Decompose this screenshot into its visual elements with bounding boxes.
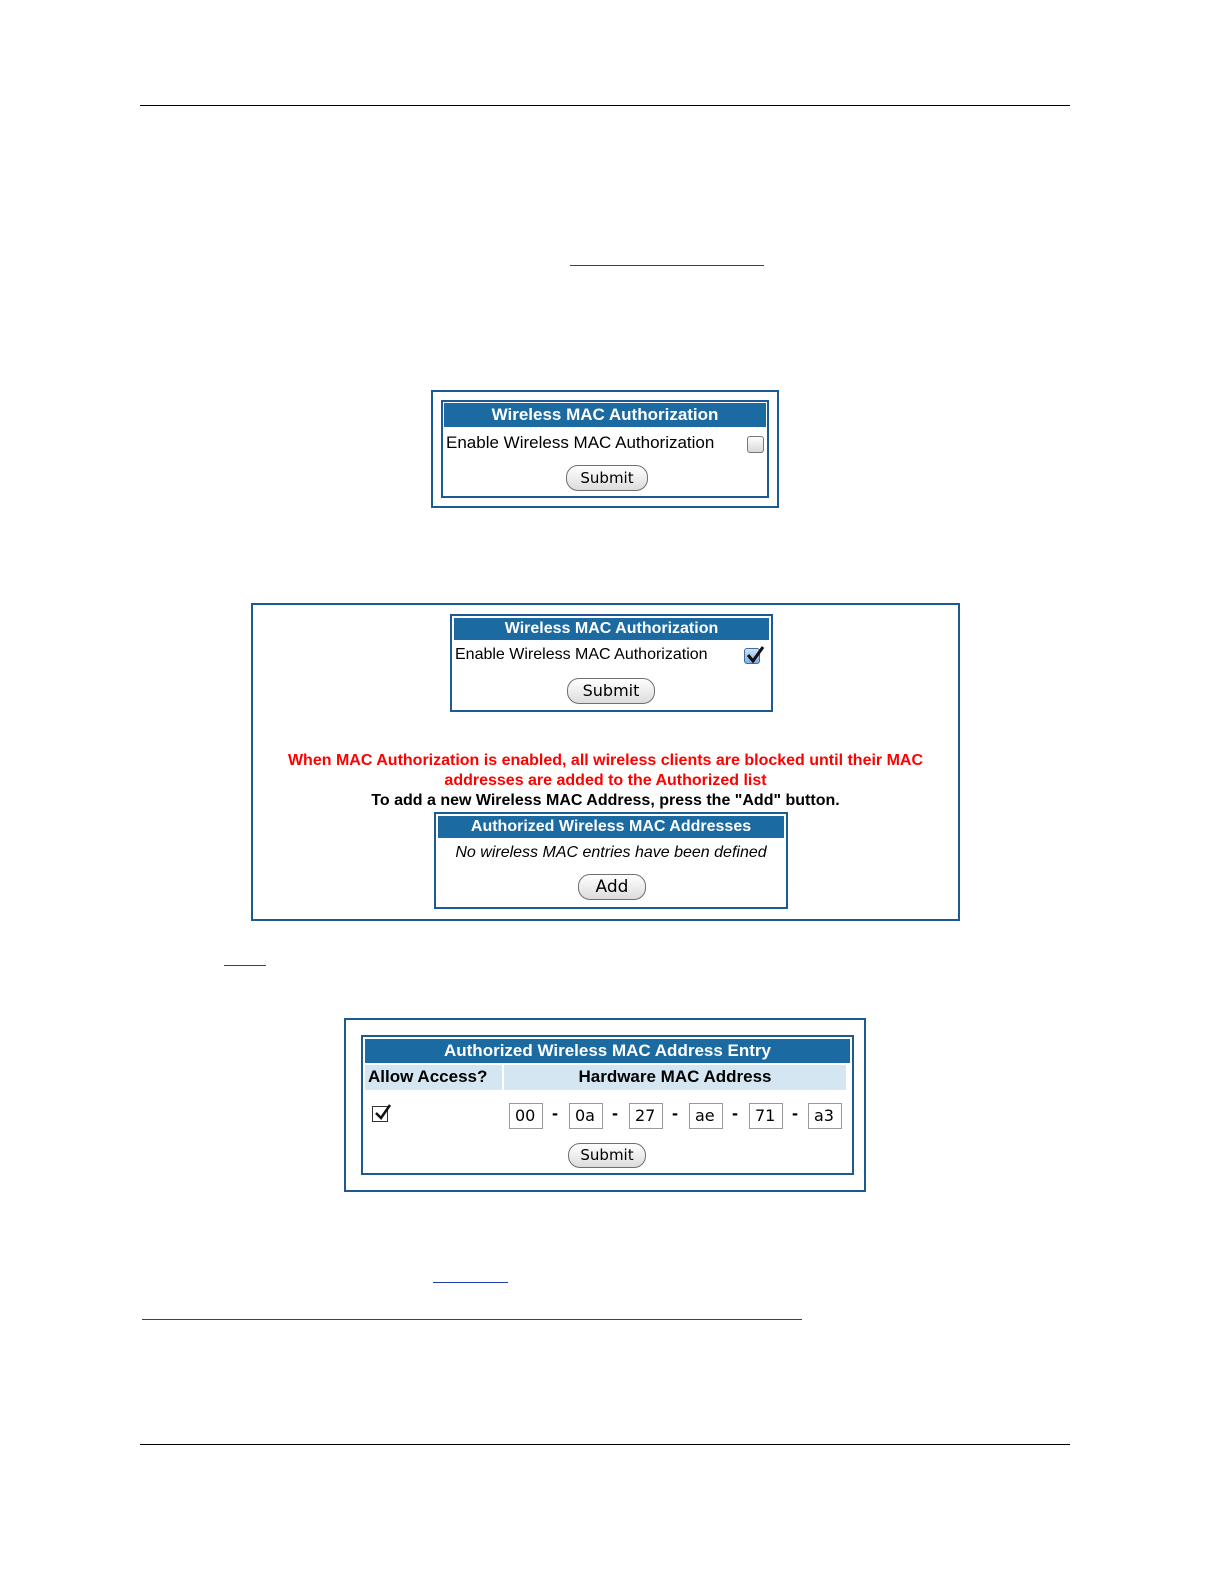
add-button[interactable]: Add: [578, 874, 646, 900]
authorized-mac-list-panel: [434, 812, 788, 909]
checkmark-icon: [373, 1102, 393, 1122]
mac-entry-panel: [361, 1035, 854, 1175]
mac-octet-1[interactable]: 00: [509, 1103, 543, 1129]
add-instruction-text: To add a new Wireless MAC Address, press the "Add" button.: [371, 792, 840, 809]
link-underline-1[interactable]: [570, 265, 764, 266]
enable-mac-auth-checkbox[interactable]: [747, 436, 764, 453]
footnote-rule: [142, 1319, 802, 1320]
mac-address-header: [504, 1065, 846, 1090]
top-rule: [140, 105, 1070, 106]
mac-separator: -: [612, 1103, 618, 1123]
mac-separator: -: [672, 1103, 678, 1123]
checkmark-icon: [744, 644, 766, 666]
allow-access-header: [365, 1065, 502, 1090]
empty-list-message: No wireless MAC entries have been defined: [455, 844, 767, 861]
panel-title: Wireless MAC Authorization: [454, 618, 769, 640]
link-underline-2[interactable]: [224, 965, 266, 966]
list-title: Authorized Wireless MAC Addresses: [438, 816, 784, 838]
mac-separator: -: [792, 1103, 798, 1123]
warning-text-line2: addresses are added to the Authorized list: [444, 772, 767, 789]
enable-mac-auth-checkbox[interactable]: [744, 648, 760, 664]
warning-text-line1: When MAC Authorization is enabled, all wireless clients are blocked until their MAC: [287, 752, 924, 769]
mac-auth-panel: [441, 400, 769, 498]
submit-button[interactable]: Submit: [568, 1143, 646, 1168]
bottom-rule: [140, 1444, 1070, 1445]
link-underline-3[interactable]: [433, 1282, 508, 1283]
panel-title: Wireless MAC Authorization: [444, 403, 766, 427]
entry-title: Authorized Wireless MAC Address Entry: [365, 1039, 850, 1063]
mac-auth-dialog-disabled: [431, 390, 779, 508]
mac-separator: -: [732, 1103, 738, 1123]
mac-separator: -: [552, 1103, 558, 1123]
mac-entry-dialog: [344, 1018, 866, 1192]
enable-mac-auth-label: Enable Wireless MAC Authorization: [455, 646, 708, 663]
mac-octet-5[interactable]: 71: [749, 1103, 783, 1129]
submit-button[interactable]: Submit: [566, 465, 648, 491]
mac-auth-dialog-enabled: [251, 603, 960, 921]
mac-octet-4[interactable]: ae: [689, 1103, 723, 1129]
mac-octet-2[interactable]: 0a: [569, 1103, 603, 1129]
mac-auth-panel: [450, 614, 773, 712]
allow-access-header-label: Allow Access?: [368, 1067, 488, 1086]
enable-mac-auth-label: Enable Wireless MAC Authorization: [446, 433, 715, 452]
mac-octet-3[interactable]: 27: [629, 1103, 663, 1129]
mac-address-header-label: Hardware MAC Address: [578, 1067, 772, 1086]
mac-octet-6[interactable]: a3: [808, 1103, 842, 1129]
allow-access-checkbox[interactable]: [372, 1106, 388, 1122]
submit-button[interactable]: Submit: [567, 678, 655, 704]
